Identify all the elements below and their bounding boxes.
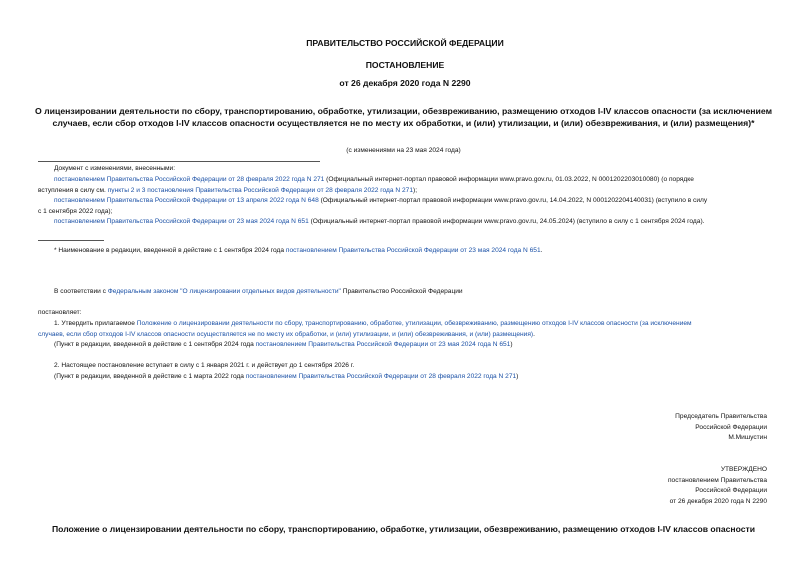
changes-heading: Документ с изменениями, внесенными: bbox=[54, 165, 176, 172]
change-item-2 bbox=[54, 196, 707, 207]
footnote-link[interactable]: постановлением Правительства Российской Федерации от 23 мая 2024 года N 651 bbox=[285, 247, 541, 254]
item-2-note-text: (Пункт в редакции, введенной в действие с 1 марта 2022 года bbox=[54, 373, 246, 380]
item-1-end: . bbox=[533, 330, 535, 338]
item-1-note-link[interactable]: постановлением Правительства Российской Федерации от 23 мая 2024 года N 651 bbox=[255, 341, 511, 348]
signature-position: Председатель Правительства bbox=[675, 413, 767, 420]
regulation-link-cont[interactable]: случаев, если сбор отходов I-IV классов опасности осуществляется не по месту их обработки, и (или) утилизации, и (или) обезвреживания, и (или) размещения) bbox=[38, 330, 534, 338]
item-1-cont bbox=[38, 330, 535, 341]
approved-date: от 26 декабря 2020 года N 2290 bbox=[669, 497, 767, 505]
item-2: 2. Настоящее постановление вступает в силу с 1 января 2021 г. и действует до 1 сентября 2026 г. bbox=[54, 362, 355, 369]
change-item-2-cont: с 1 сентября 2022 года); bbox=[38, 207, 113, 215]
edition-note: (с изменениями на 23 мая 2024 года) bbox=[346, 147, 461, 154]
change-link-2[interactable]: постановлением Правительства Российской Федерации от 13 апреля 2022 года N 648 bbox=[54, 197, 319, 204]
preamble bbox=[54, 287, 463, 298]
change-link-1b[interactable]: пункты 2 и 3 постановления Правительства Российской Федерации от 28 февраля 2022 года N 271 bbox=[107, 186, 413, 194]
signature-name: М.Мишустин bbox=[728, 434, 767, 442]
item-1 bbox=[54, 319, 692, 330]
item-2-note-link[interactable]: постановлением Правительства Российской Федерации от 28 февраля 2022 года N 271 bbox=[245, 373, 517, 380]
change-text-2: (Официальный интернет-портал правовой информации www.pravo.gov.ru, 14.04.2022, N 0001202204140031) (вступило в силу bbox=[318, 197, 708, 204]
change-link-3[interactable]: постановлением Правительства Российской Федерации от 23 мая 2024 года N 651 bbox=[54, 218, 309, 225]
approved-label: УТВЕРЖДЕНО bbox=[720, 466, 767, 473]
item-2-note bbox=[54, 372, 518, 383]
change-item-1 bbox=[54, 175, 774, 186]
approved-org: Российской Федерации bbox=[695, 487, 767, 495]
document-date: от 26 декабря 2020 года N 2290 bbox=[339, 78, 471, 88]
footnote-text: * Наименование в редакции, введенной в действие с 1 сентября 2024 года bbox=[54, 247, 286, 254]
footnote-end: . bbox=[540, 247, 543, 254]
change-text-3: (Официальный интернет-портал правовой информации www.pravo.gov.ru, 24.05.2024) (вступило в силу с 1 сентября 2024 года). bbox=[308, 218, 705, 225]
footnote bbox=[54, 246, 542, 257]
change-item-1-cont bbox=[38, 186, 417, 197]
regulation-link[interactable]: Положение о лицензировании деятельности по сбору, транспортированию, обработке, утилизации, обезвреживанию, размещению отходов I-IV классов опасности (за исключением bbox=[136, 320, 692, 327]
document-title: О лицензировании деятельности по сбору, транспортированию, обработке, утилизации, обезвреживанию, размещению отходов I-IV классов опасности (за исключением случаев, если сбор отходов I-IV классов опасности осуществляется не по месту их обработки, и (или) утилизации, и (или) обезвреживания, и (или) размещения)* bbox=[34, 106, 773, 128]
federal-law-link[interactable]: Федеральным законом "О лицензировании отдельных видов деятельности" bbox=[107, 288, 341, 295]
signature-org: Российской Федерации bbox=[695, 423, 767, 431]
approved-by: постановлением Правительства bbox=[667, 476, 767, 484]
change-text-1b: вступления в силу см. bbox=[38, 186, 108, 194]
item-1-note-end: ) bbox=[510, 341, 513, 348]
item-1-note bbox=[54, 340, 513, 351]
signature-block bbox=[675, 412, 767, 444]
regulation-title: Положение о лицензировании деятельности по сбору, транспортированию, обработке, утилизации, обезвреживанию, размещению отходов I-IV классов опасности bbox=[52, 524, 755, 534]
preamble-end: Правительство Российской Федерации bbox=[340, 288, 463, 295]
footnote-divider bbox=[38, 240, 104, 241]
change-text-1c: ); bbox=[413, 186, 418, 194]
item-1-text: 1. Утвердить прилагаемое bbox=[54, 320, 137, 327]
decrees-word: постановляет: bbox=[38, 309, 82, 316]
document-type: ПОСТАНОВЛЕНИЕ bbox=[365, 60, 445, 70]
change-item-3 bbox=[54, 217, 704, 228]
approved-block bbox=[668, 465, 767, 507]
item-2-note-end: ) bbox=[516, 373, 519, 380]
item-1-note-text: (Пункт в редакции, введенной в действие с 1 сентября 2024 года bbox=[54, 341, 256, 348]
government-heading: ПРАВИТЕЛЬСТВО РОССИЙСКОЙ ФЕДЕРАЦИИ bbox=[306, 38, 504, 48]
divider bbox=[38, 161, 320, 162]
preamble-text: В соответствии с bbox=[54, 288, 108, 295]
change-text-1: (Официальный интернет-портал правовой информации www.pravo.gov.ru, 01.03.2022, N 0001202203010080) (о порядке bbox=[324, 176, 694, 183]
change-link-1[interactable]: постановлением Правительства Российской Федерации от 28 февраля 2022 года N 271 bbox=[54, 176, 325, 183]
